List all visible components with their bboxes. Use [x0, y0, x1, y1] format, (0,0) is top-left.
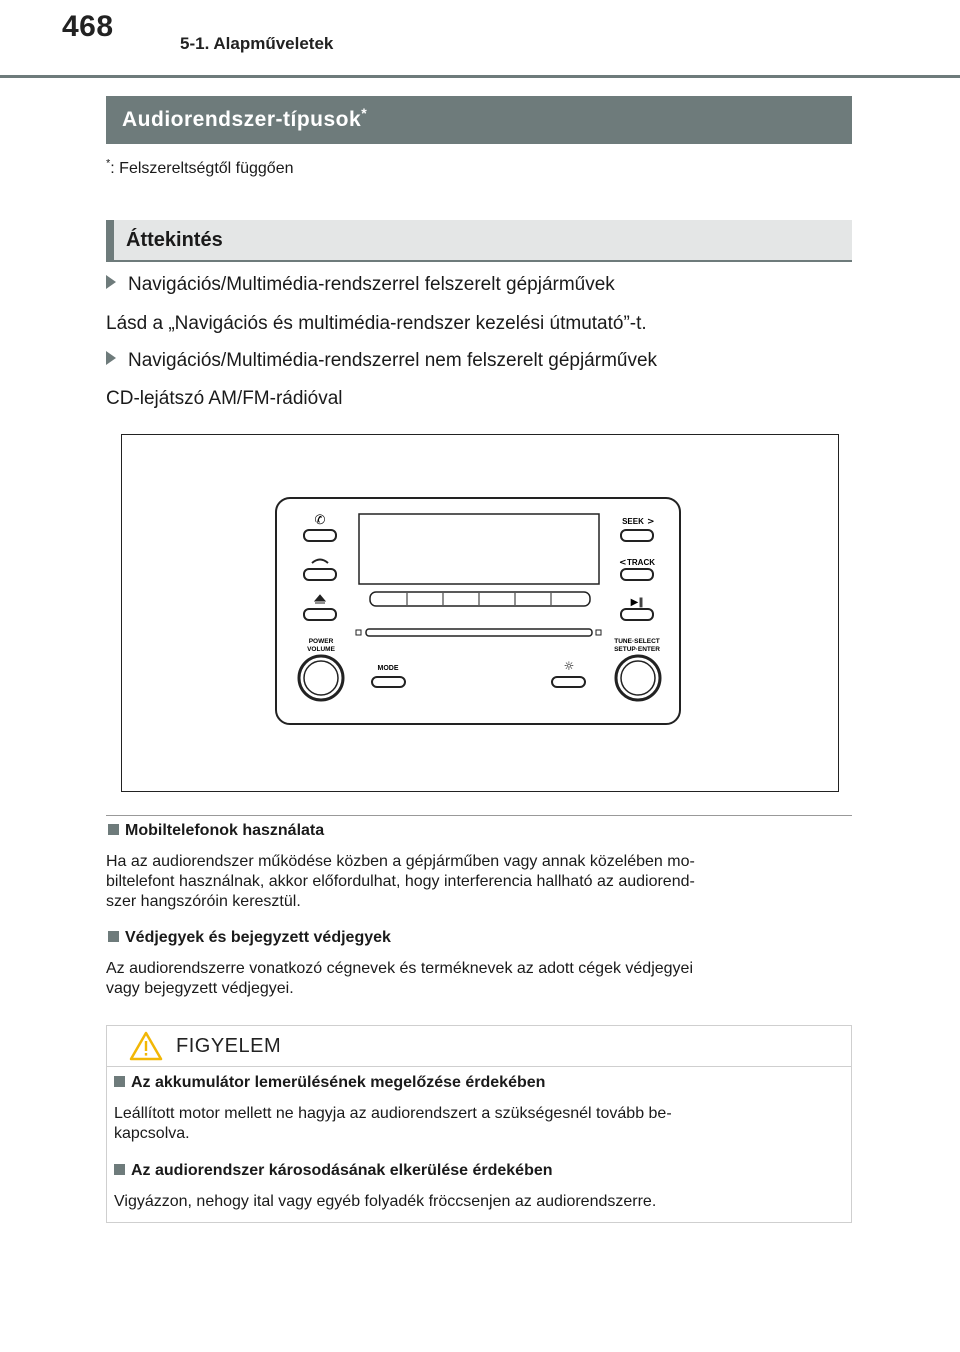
trademark-paragraph	[106, 959, 846, 999]
warning-item1-heading	[114, 1074, 545, 1092]
bullet-no-navigation-text: Navigációs/Multimédia-rendszerrel nem felszerelt gépjárművek	[128, 350, 658, 371]
seek-arrow-icon: >	[647, 517, 655, 527]
track-arrow-icon: <	[619, 558, 627, 568]
track-label: TRACK	[627, 558, 655, 567]
mode-button	[372, 677, 405, 687]
square-bullet-icon	[108, 931, 119, 942]
bullet-no-navigation	[106, 350, 657, 372]
warning-item1-line-1: Leállított motor mellett ne hagyja az audiorendszert a szükségesnél tovább be-	[114, 1105, 672, 1122]
warning-item2-heading	[114, 1162, 553, 1180]
header-rule	[0, 75, 960, 78]
preset-buttons	[370, 592, 590, 606]
mobile-heading	[108, 822, 324, 840]
footnote-text: : Felszereltségtől függően	[110, 160, 294, 177]
brightness-button	[552, 677, 585, 687]
figure-divider	[106, 815, 852, 816]
cd-slot	[366, 629, 592, 636]
trademark-heading	[108, 929, 391, 947]
play-pause-icon: ▶‖	[630, 597, 644, 608]
seek-label: SEEK	[622, 517, 644, 526]
radio-illustration	[121, 434, 839, 792]
triangle-bullet-icon	[106, 351, 116, 365]
square-bullet-icon	[114, 1164, 125, 1175]
main-heading-mark: *	[361, 105, 368, 121]
square-bullet-icon	[114, 1076, 125, 1087]
trademark-line-2: vagy bejegyzett védjegyei.	[106, 980, 294, 997]
eject-button	[304, 609, 336, 620]
warning-item1-paragraph	[114, 1104, 844, 1144]
phone-hangup-button	[304, 569, 336, 580]
text-cd-player: CD-lejátszó AM/FM-rádióval	[106, 388, 343, 409]
mobile-line-2: biltelefont használnak, akkor előfordulhat, hogy interferencia hallható az audiorend-	[106, 873, 695, 890]
main-heading-text: Audiorendszer-típusok	[122, 108, 362, 131]
bullet-navigation-text: Navigációs/Multimédia-rendszerrel felszerelt gépjárművek	[128, 274, 615, 295]
triangle-bullet-icon	[106, 275, 116, 289]
main-heading	[106, 96, 852, 144]
volume-label: VOLUME	[307, 646, 335, 653]
footnote	[106, 157, 294, 178]
brightness-icon: ☼	[563, 659, 575, 673]
mobile-heading-text: Mobiltelefonok használata	[125, 822, 325, 839]
mobile-line-3: szer hangszóróin keresztül.	[106, 893, 301, 910]
play-pause-button	[621, 609, 653, 620]
trademark-line-1: Az audiorendszerre vonatkozó cégnevek és terméknevek az adott cégek védjegyei	[106, 960, 694, 977]
power-label: POWER	[308, 638, 334, 645]
radio-display	[359, 514, 599, 584]
bullet-navigation	[106, 274, 615, 296]
warning-title: FIGYELEM	[176, 1035, 282, 1057]
setup-enter-label: SETUP·ENTER	[614, 646, 660, 653]
seek-button	[621, 530, 653, 541]
warning-item2-heading-text: Az audiorendszer károsodásának elkerülése érdekében	[131, 1162, 553, 1179]
tune-select-knob	[616, 656, 660, 700]
warning-item2-line-1: Vigyázzon, nehogy ital vagy egyéb folyadék fröccsenjen az audiorendszerre.	[114, 1193, 657, 1210]
phone-pickup-icon: ✆	[314, 513, 326, 528]
warning-item2-paragraph	[114, 1192, 844, 1212]
tune-select-label: TUNE·SELECT	[614, 638, 660, 645]
square-bullet-icon	[108, 824, 119, 835]
mobile-paragraph	[106, 852, 846, 912]
power-volume-knob	[299, 656, 343, 700]
phone-pickup-button	[304, 530, 336, 541]
track-button	[621, 569, 653, 580]
mobile-line-1: Ha az audiorendszer működése közben a gépjárműben vagy annak közelében mo-	[106, 853, 695, 870]
subheading-overview: Áttekintés	[106, 220, 852, 262]
text-see-manual: Lásd a „Navigációs és multimédia-rendszer kezelési útmutató”-t.	[106, 313, 647, 334]
footnote-mark: *	[106, 157, 111, 170]
warning-item1-heading-text: Az akkumulátor lemerülésének megelőzése érdekében	[131, 1074, 546, 1091]
section-title: 5-1. Alapműveletek	[180, 34, 334, 53]
warning-triangle-icon	[128, 1030, 164, 1062]
warning-item1-line-2: kapcsolva.	[114, 1125, 190, 1142]
page-number: 468	[62, 10, 114, 43]
mode-label: MODE	[377, 665, 399, 672]
trademark-heading-text: Védjegyek és bejegyzett védjegyek	[125, 929, 391, 946]
